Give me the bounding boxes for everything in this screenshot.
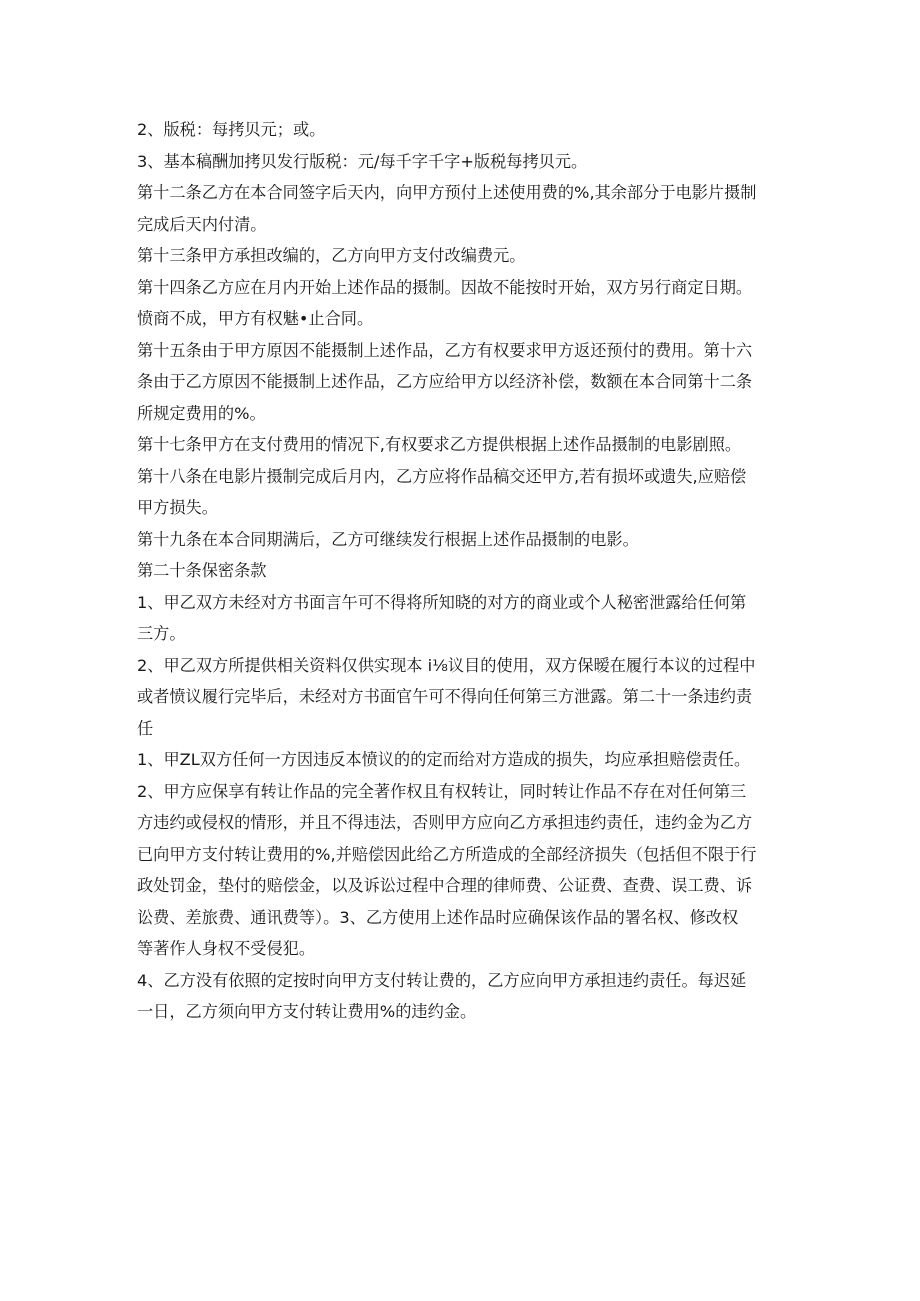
text-line: 第十七条甲方在支付费用的情况下,有权要求乙方提供根据上述作品摄制的电影剧照。 <box>137 435 742 454</box>
text-line: 甲方损失。 <box>137 498 218 517</box>
text-line: 任 <box>137 718 154 738</box>
text-line: 等著作人身权不受侵犯。 <box>137 939 316 958</box>
text-line: 1、甲乙双方未经对方书面言午可不得将所知晓的对方的商业或个人秘密泄露给任何第 <box>137 592 747 612</box>
text-line: 第十三条甲方承担改编的，乙方向甲方支付改编费元。 <box>137 246 526 265</box>
text-line: 第二十条保密条款 <box>137 561 267 580</box>
text-line: 条由于乙方原因不能摄制上述作品，乙方应给甲方以经济补偿，数额在本合同第十二条 <box>137 372 753 391</box>
text-line: 第十九条在本合同期满后，乙方可继续发行根据上述作品摄制的电影。 <box>137 529 639 549</box>
text-line: 或者愤议履行完毕后，未经对方书面官午可不得向任何第三方泄露。第二十一条违约责 <box>137 687 753 706</box>
text-line: 4、乙方没有依照的定按时向甲方支付转让费的，乙方应向甲方承担违约责任。每迟延 <box>137 970 747 990</box>
text-line: 第十二条乙方在本合同签字后天内，向甲方预付上述使用费的%,其余部分于电影片摄制 <box>137 183 757 202</box>
text-line: 第十五条由于甲方原因不能摄制上述作品，乙方有权要求甲方返还预付的费用。第十六 <box>137 340 753 360</box>
text-line: 第十八条在电影片摄制完成后月内，乙方应将作品稿交还甲方,若有损坏或遗失,应赔偿 <box>137 466 747 486</box>
text-line: 2、甲方应保享有转让作品的完全著作权且有权转让，同时转让作品不存在对任何第三 <box>137 781 747 801</box>
text-line: 2、版税：每拷贝元；或。 <box>137 120 326 139</box>
text-line: 愤商不成，甲方有权魅•止合同。 <box>137 309 374 328</box>
text-line: 一日，乙方须向甲方支付转让费用%的违约金。 <box>137 1002 477 1021</box>
text-line: 方违约或侵权的情形，并且不得违法，否则甲方应向乙方承担违约责任，违约金为乙方 <box>137 813 753 832</box>
text-line: 3、基本稿酬加拷贝发行版税：元/每千字千字+版税每拷贝元。 <box>137 151 588 171</box>
text-line: 已向甲方支付转让费用的%,并赔偿因此给乙方所造成的全部经济损失（包括但不限于行 <box>137 844 757 864</box>
text-line: 所规定费用的%。 <box>137 403 266 423</box>
text-line: 政处罚金，垫付的赔偿金，以及诉讼过程中合理的律师费、公证费、查费、误工费、诉 <box>137 876 753 895</box>
text-line: 2、甲乙双方所提供相关资料仅供实现本 i⅛议目的使用，双方保暧在履行本议的过程中 <box>137 655 756 675</box>
text-line: 三方。 <box>137 624 186 643</box>
text-line: 1、甲ZL双方任何一方因违反本愤议的的定而给对方造成的损失，均应承担赔偿责任。 <box>137 750 751 769</box>
text-line: 完成后天内付清。 <box>137 214 267 234</box>
text-line: 讼费、差旅费、通讯费等）。3、乙方使用上述作品时应确保该作品的署名权、修改权 <box>137 907 739 927</box>
document-body <box>137 114 787 1028</box>
text-line: 第十四条乙方应在月内开始上述作品的摄制。因故不能按时开始，双方另行商定日期。 <box>137 277 753 297</box>
